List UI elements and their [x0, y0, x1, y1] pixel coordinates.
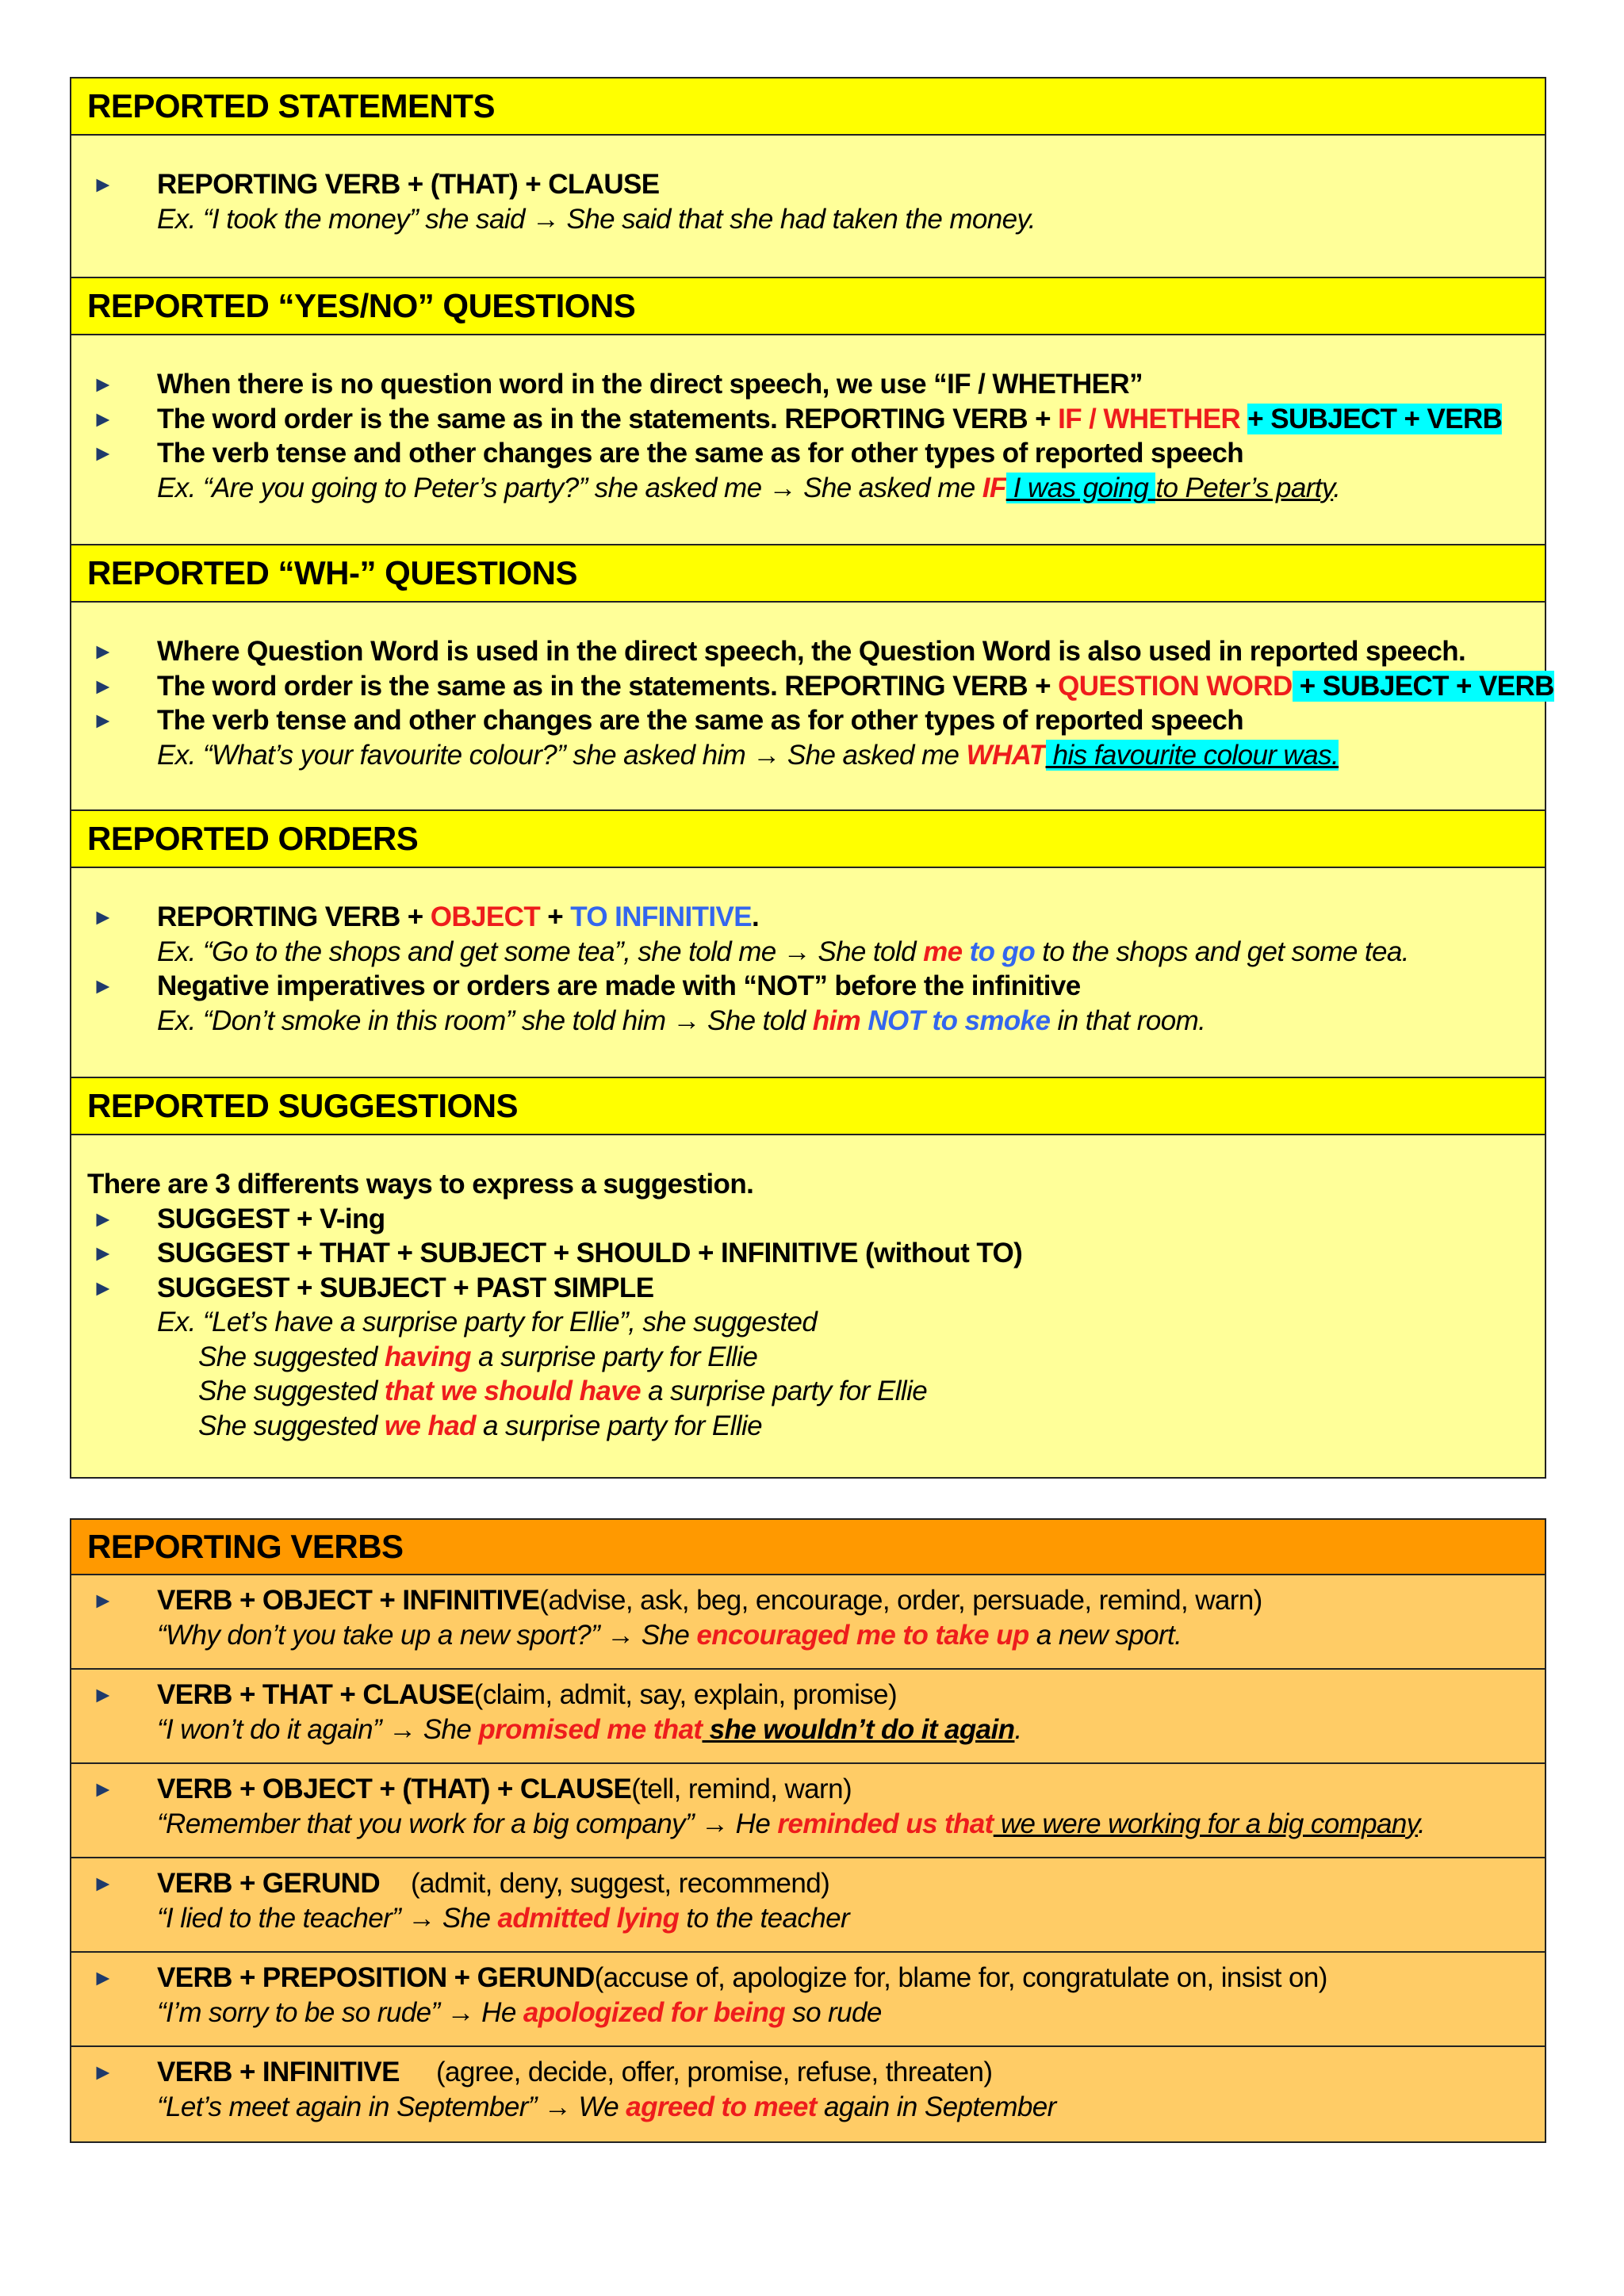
rule-line: [71, 1961, 1545, 1996]
verb-pattern: VERB + PREPOSITION + GERUND: [157, 1962, 595, 1993]
example-line: “Why don’t you take up a new sport?” → She encouraged me to take up a new sport.: [157, 1619, 1182, 1651]
rule-line: ► The verb tense and other changes are the same as for other types of reported speech: [71, 436, 1545, 471]
example-line: “I won’t do it again” → She promised me that she wouldn’t do it again.: [157, 1713, 1022, 1745]
rule-line: ► SUGGEST + SUBJECT + PAST SIMPLE: [71, 1271, 1545, 1306]
example-line: Ex. “Don’t smoke in this room” she told him → She told him NOT to smoke in that room.: [157, 1004, 1206, 1036]
reported-speech-table: [70, 77, 1554, 1479]
bullet-icon: ►: [92, 1206, 114, 1231]
bullet-icon: ►: [92, 708, 114, 733]
bullet-icon: ►: [92, 172, 114, 197]
rule-line: ► Negative imperatives or orders are made with “NOT” before the infinitive: [71, 969, 1545, 1004]
rule-line: [71, 1678, 1545, 1712]
verb-pattern: VERB + GERUND: [157, 1868, 381, 1899]
rule-line: ► The word order is the same as in the statements. REPORTING VERB + IF / WHETHER + SUBJECT + VERB: [71, 402, 1545, 437]
example-line: “Let’s meet again in September” → We agreed to meet again in September: [157, 2091, 1056, 2122]
intro-line: There are 3 differents ways to express a suggestion.: [87, 1169, 754, 1200]
verb-rows: [71, 1575, 1545, 2141]
section-body-suggestions: [71, 1135, 1545, 1443]
bullet-icon: ►: [92, 1871, 114, 1896]
section-body-yes-no-questions: [71, 335, 1545, 545]
bullet-icon: ►: [92, 673, 114, 698]
example-line: “I’m sorry to be so rude” → He apologized for being so rude: [157, 1996, 882, 2028]
bullet-icon: ►: [92, 1588, 114, 1613]
section-body-statements: [71, 136, 1545, 278]
section-body-orders: [71, 868, 1545, 1078]
bullet-icon: ►: [92, 905, 114, 929]
section-title-suggestions: REPORTED SUGGESTIONS: [71, 1078, 1545, 1135]
bullet-icon: ►: [92, 639, 114, 664]
verb-list: (admit, deny, suggest, recommend): [411, 1868, 830, 1899]
bullet-icon: ►: [92, 1275, 114, 1300]
verb-row: [71, 1953, 1545, 2047]
rule-line: ► REPORTING VERB + (THAT) + CLAUSE: [71, 167, 1545, 202]
reporting-verbs-table: [70, 1518, 1546, 2143]
rule-line: ► SUGGEST + V-ing: [71, 1202, 1545, 1237]
section-title-yes-no-questions: REPORTED “YES/NO” QUESTIONS: [71, 278, 1545, 335]
bullet-icon: ►: [92, 406, 114, 431]
verb-pattern: VERB + OBJECT + INFINITIVE: [157, 1585, 540, 1616]
section-body-wh-questions: [71, 603, 1554, 811]
example-line: Ex. “Go to the shops and get some tea”, she told me → She told me to go to the shops and get some tea.: [157, 936, 1409, 967]
rule-line: [71, 1866, 1545, 1901]
example-line: Ex. “Let’s have a surprise party for Ellie”, she suggested: [157, 1307, 818, 1337]
example-line: “Remember that you work for a big company” → He reminded us that we were working for a big company.: [157, 1808, 1426, 1839]
rule-line: ► Where Question Word is used in the direct speech, the Question Word is also used in reported speech.: [71, 634, 1545, 669]
bullet-icon: ►: [92, 1682, 114, 1707]
verb-pattern: VERB + OBJECT + (THAT) + CLAUSE: [157, 1774, 632, 1804]
rule-line: ► REPORTING VERB + OBJECT + TO INFINITIVE.: [71, 900, 1545, 935]
verb-row: [71, 1670, 1545, 1764]
verb-row: [71, 1575, 1545, 1670]
bullet-icon: ►: [92, 441, 114, 465]
example-line: She suggested that we should have a surprise party for Ellie: [198, 1376, 928, 1406]
verb-list: (advise, ask, beg, encourage, order, persuade, remind, warn): [539, 1585, 1262, 1616]
rule-line: ► The verb tense and other changes are the same as for other types of reported speech: [71, 703, 1545, 738]
rule-line: ► The word order is the same as in the statements. REPORTING VERB + QUESTION WORD + SUBJECT + VERB: [71, 669, 1545, 704]
section-title-statements: REPORTED STATEMENTS: [71, 78, 1545, 136]
rule-line: ► When there is no question word in the direct speech, we use “IF / WHETHER”: [71, 367, 1545, 402]
verb-row: [71, 1858, 1545, 1953]
verb-list: (tell, remind, warn): [631, 1774, 852, 1804]
verb-row: [71, 1764, 1545, 1858]
example-line: “I lied to the teacher” → She admitted lying to the teacher: [157, 1902, 850, 1934]
section-title-orders: REPORTED ORDERS: [71, 811, 1545, 868]
section-title-reporting-verbs: REPORTING VERBS: [71, 1520, 1545, 1575]
section-title-wh-questions: REPORTED “WH-” QUESTIONS: [71, 545, 1545, 603]
rule-line: [71, 1583, 1545, 1618]
bullet-icon: ►: [92, 1777, 114, 1801]
example-line: Ex. “What’s your favourite colour?” she asked him → She asked me WHAT his favourite colour was.: [157, 739, 1339, 771]
rule-line: ► SUGGEST + THAT + SUBJECT + SHOULD + INFINITIVE (without TO): [71, 1236, 1545, 1271]
verb-list: (agree, decide, offer, promise, refuse, threaten): [436, 2057, 993, 2087]
example-line: She suggested having a surprise party for Ellie: [198, 1341, 758, 1372]
example-line: Ex. “Are you going to Peter’s party?” she asked me → She asked me IF I was going to Peter’s party.: [157, 472, 1341, 503]
verb-pattern: VERB + INFINITIVE: [157, 2057, 400, 2087]
bullet-icon: ►: [92, 372, 114, 396]
bullet-icon: ►: [92, 2060, 114, 2084]
verb-list: (accuse of, apologize for, blame for, congratulate on, insist on): [594, 1962, 1327, 1993]
example-line: She suggested we had a surprise party for Ellie: [198, 1410, 763, 1441]
rule-line: [71, 2055, 1545, 2090]
verb-list: (claim, admit, say, explain, promise): [473, 1679, 898, 1710]
bullet-icon: ►: [92, 1965, 114, 1990]
verb-row: [71, 2047, 1545, 2141]
example-line: Ex. “I took the money” she said → She said that she had taken the money.: [157, 203, 1036, 235]
rule-line: [71, 1772, 1545, 1807]
verb-pattern: VERB + THAT + CLAUSE: [157, 1679, 474, 1710]
bullet-icon: ►: [92, 974, 114, 998]
bullet-icon: ►: [92, 1241, 114, 1265]
